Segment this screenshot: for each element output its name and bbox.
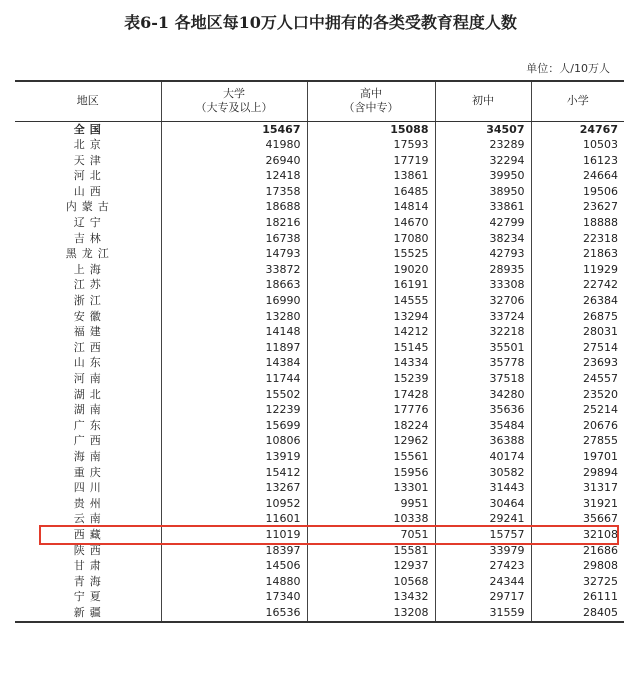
high-school-cell: 14814 [307, 199, 435, 215]
table-row [15, 309, 624, 325]
primary-school-cell: 22742 [531, 277, 624, 293]
region-cell: 山东 [73, 356, 106, 370]
college-cell: 10952 [161, 496, 307, 512]
college-cell: 16990 [161, 293, 307, 309]
primary-school-cell: 19701 [531, 449, 624, 465]
region-cell: 广西 [73, 434, 106, 448]
middle-school-cell: 30464 [435, 496, 531, 512]
table-row [15, 543, 624, 559]
table-row [15, 465, 624, 481]
college-cell: 14148 [161, 324, 307, 340]
region-cell: 四川 [73, 481, 106, 495]
high-school-cell: 15088 [307, 121, 435, 137]
table-row [15, 168, 624, 184]
college-cell: 12239 [161, 402, 307, 418]
primary-school-cell: 16123 [531, 153, 624, 169]
header-college: 大学 （大专及以上） [161, 81, 307, 121]
region-cell: 河北 [73, 169, 106, 183]
primary-school-cell: 29808 [531, 558, 624, 574]
primary-school-cell: 32725 [531, 574, 624, 590]
primary-school-cell: 35667 [531, 511, 624, 527]
primary-school-cell: 24767 [531, 121, 624, 137]
middle-school-cell: 34280 [435, 387, 531, 403]
table-row [15, 511, 624, 527]
region-cell: 河南 [73, 372, 106, 385]
primary-school-cell: 11929 [531, 262, 624, 278]
primary-school-cell: 26111 [531, 589, 624, 605]
primary-school-cell: 23693 [531, 355, 624, 371]
table-row [15, 558, 624, 574]
middle-school-cell: 23289 [435, 137, 531, 153]
region-cell: 浙江 [73, 294, 106, 308]
header-high-school: 高中 （含中专） [307, 81, 435, 121]
table-row [15, 262, 624, 278]
primary-school-cell: 25214 [531, 402, 624, 418]
primary-school-cell: 10503 [531, 137, 624, 153]
region-cell: 广东 [73, 418, 106, 432]
region-cell: 西藏 [73, 527, 106, 541]
college-cell: 16738 [161, 231, 307, 247]
region-cell: 北京 [73, 138, 106, 152]
high-school-cell: 15956 [307, 465, 435, 481]
primary-school-cell: 32108 [531, 527, 624, 543]
table-row [15, 371, 624, 387]
region-cell: 天津 [73, 153, 106, 167]
college-cell: 18397 [161, 543, 307, 559]
high-school-cell: 17719 [307, 153, 435, 169]
table-row [15, 215, 624, 231]
primary-school-cell: 31921 [531, 496, 624, 512]
high-school-cell: 14212 [307, 324, 435, 340]
table-row [15, 418, 624, 434]
primary-school-cell: 21686 [531, 543, 624, 559]
region-cell: 青海 [73, 574, 106, 588]
primary-school-cell: 26384 [531, 293, 624, 309]
college-cell: 14506 [161, 558, 307, 574]
table-row-total [15, 121, 624, 137]
header-middle-school: 初中 [435, 81, 531, 121]
high-school-cell: 13432 [307, 589, 435, 605]
table-row [15, 433, 624, 449]
middle-school-cell: 15757 [435, 527, 531, 543]
middle-school-cell: 24344 [435, 574, 531, 590]
region-cell: 江苏 [73, 278, 106, 292]
middle-school-cell: 40174 [435, 449, 531, 465]
primary-school-cell: 24557 [531, 371, 624, 387]
high-school-cell: 12937 [307, 558, 435, 574]
middle-school-cell: 30582 [435, 465, 531, 481]
region-cell: 全国 [73, 122, 106, 136]
college-cell: 14384 [161, 355, 307, 371]
middle-school-cell: 33979 [435, 543, 531, 559]
region-cell: 湖南 [73, 403, 106, 417]
region-cell: 陕西 [73, 543, 106, 557]
table-row [15, 184, 624, 200]
primary-school-cell: 22318 [531, 231, 624, 247]
primary-school-cell: 18888 [531, 215, 624, 231]
primary-school-cell: 26875 [531, 309, 624, 325]
region-cell: 黑龙江 [65, 247, 114, 261]
middle-school-cell: 33724 [435, 309, 531, 325]
primary-school-cell: 21863 [531, 246, 624, 262]
table-row [15, 293, 624, 309]
middle-school-cell: 35636 [435, 402, 531, 418]
middle-school-cell: 31559 [435, 605, 531, 622]
table-body [15, 121, 624, 622]
region-cell: 辽宁 [73, 216, 106, 230]
primary-school-cell: 29894 [531, 465, 624, 481]
college-cell: 33872 [161, 262, 307, 278]
college-cell: 13919 [161, 449, 307, 465]
region-cell: 新疆 [15, 605, 161, 622]
data-table-container [15, 80, 624, 623]
college-cell: 11744 [161, 371, 307, 387]
header-primary-school: 小学 [531, 81, 624, 121]
middle-school-cell: 35501 [435, 340, 531, 356]
middle-school-cell: 35484 [435, 418, 531, 434]
table-row [15, 480, 624, 496]
high-school-cell: 7051 [307, 527, 435, 543]
middle-school-cell: 36388 [435, 433, 531, 449]
middle-school-cell: 35778 [435, 355, 531, 371]
table-row [15, 355, 624, 371]
table-row [15, 137, 624, 153]
high-school-cell: 13294 [307, 309, 435, 325]
region-cell: 安徽 [73, 309, 106, 323]
table-row [15, 574, 624, 590]
region-cell: 海南 [73, 449, 106, 463]
table-row [15, 246, 624, 262]
middle-school-cell: 28935 [435, 262, 531, 278]
table-row [15, 605, 624, 622]
unit-label: 单位：人/10万人 [526, 62, 610, 75]
middle-school-cell: 38950 [435, 184, 531, 200]
middle-school-cell: 32218 [435, 324, 531, 340]
table-header-row [15, 81, 624, 121]
college-cell: 17340 [161, 589, 307, 605]
region-cell: 内蒙古 [65, 200, 114, 214]
college-cell: 18688 [161, 199, 307, 215]
region-cell: 江西 [73, 340, 106, 354]
primary-school-cell: 27855 [531, 433, 624, 449]
high-school-cell: 13301 [307, 480, 435, 496]
high-school-cell: 13861 [307, 168, 435, 184]
college-cell: 14880 [161, 574, 307, 590]
middle-school-cell: 42793 [435, 246, 531, 262]
region-cell: 云南 [73, 512, 106, 526]
college-cell: 11601 [161, 511, 307, 527]
college-cell: 26940 [161, 153, 307, 169]
table-row [15, 387, 624, 403]
primary-school-cell: 23520 [531, 387, 624, 403]
high-school-cell: 16485 [307, 184, 435, 200]
primary-school-cell: 20676 [531, 418, 624, 434]
table-row [15, 277, 624, 293]
college-cell: 13280 [161, 309, 307, 325]
college-cell: 14793 [161, 246, 307, 262]
high-school-cell: 19020 [307, 262, 435, 278]
primary-school-cell: 28405 [531, 605, 624, 622]
region-cell: 福建 [73, 325, 106, 339]
middle-school-cell: 29241 [435, 511, 531, 527]
middle-school-cell: 27423 [435, 558, 531, 574]
college-cell: 16536 [161, 605, 307, 622]
high-school-cell: 18224 [307, 418, 435, 434]
college-cell: 15502 [161, 387, 307, 403]
middle-school-cell: 33861 [435, 199, 531, 215]
high-school-cell: 13208 [307, 605, 435, 622]
middle-school-cell: 38234 [435, 231, 531, 247]
table-row [15, 324, 624, 340]
header-region: 地区 [15, 81, 161, 121]
middle-school-cell: 32294 [435, 153, 531, 169]
primary-school-cell: 27514 [531, 340, 624, 356]
college-cell: 17358 [161, 184, 307, 200]
region-cell: 上海 [73, 262, 106, 276]
table-row [15, 527, 624, 543]
high-school-cell: 17080 [307, 231, 435, 247]
college-cell: 15467 [161, 121, 307, 137]
high-school-cell: 17776 [307, 402, 435, 418]
primary-school-cell: 23627 [531, 199, 624, 215]
high-school-cell: 15581 [307, 543, 435, 559]
region-cell: 山西 [73, 184, 106, 198]
middle-school-cell: 32706 [435, 293, 531, 309]
primary-school-cell: 31317 [531, 480, 624, 496]
middle-school-cell: 39950 [435, 168, 531, 184]
college-cell: 11019 [161, 527, 307, 543]
region-cell: 贵州 [73, 496, 106, 510]
table-row [15, 199, 624, 215]
high-school-cell: 14555 [307, 293, 435, 309]
college-cell: 12418 [161, 168, 307, 184]
region-cell: 重庆 [73, 465, 106, 479]
high-school-cell: 15145 [307, 340, 435, 356]
table-row [15, 340, 624, 356]
table-row [15, 449, 624, 465]
primary-school-cell: 19506 [531, 184, 624, 200]
high-school-cell: 14670 [307, 215, 435, 231]
education-table [15, 80, 624, 623]
high-school-cell: 14334 [307, 355, 435, 371]
high-school-cell: 17428 [307, 387, 435, 403]
high-school-cell: 16191 [307, 277, 435, 293]
middle-school-cell: 34507 [435, 121, 531, 137]
table-row [15, 402, 624, 418]
high-school-cell: 10338 [307, 511, 435, 527]
high-school-cell: 17593 [307, 137, 435, 153]
table-row [15, 153, 624, 169]
college-cell: 18216 [161, 215, 307, 231]
college-cell: 15699 [161, 418, 307, 434]
region-cell: 湖北 [73, 387, 106, 401]
college-cell: 41980 [161, 137, 307, 153]
middle-school-cell: 31443 [435, 480, 531, 496]
middle-school-cell: 42799 [435, 215, 531, 231]
region-cell: 吉林 [73, 231, 106, 245]
middle-school-cell: 33308 [435, 277, 531, 293]
high-school-cell: 15239 [307, 371, 435, 387]
table-row [15, 496, 624, 512]
middle-school-cell: 29717 [435, 589, 531, 605]
high-school-cell: 9951 [307, 496, 435, 512]
region-cell: 宁夏 [73, 590, 106, 604]
high-school-cell: 10568 [307, 574, 435, 590]
college-cell: 13267 [161, 480, 307, 496]
middle-school-cell: 37518 [435, 371, 531, 387]
high-school-cell: 15561 [307, 449, 435, 465]
high-school-cell: 12962 [307, 433, 435, 449]
high-school-cell: 15525 [307, 246, 435, 262]
primary-school-cell: 24664 [531, 168, 624, 184]
region-cell: 甘肃 [73, 559, 106, 573]
table-title: 表6-1 各地区每10万人口中拥有的各类受教育程度人数 [124, 13, 517, 32]
table-row [15, 589, 624, 605]
college-cell: 10806 [161, 433, 307, 449]
college-cell: 11897 [161, 340, 307, 356]
table-row [15, 231, 624, 247]
college-cell: 15412 [161, 465, 307, 481]
primary-school-cell: 28031 [531, 324, 624, 340]
college-cell: 18663 [161, 277, 307, 293]
